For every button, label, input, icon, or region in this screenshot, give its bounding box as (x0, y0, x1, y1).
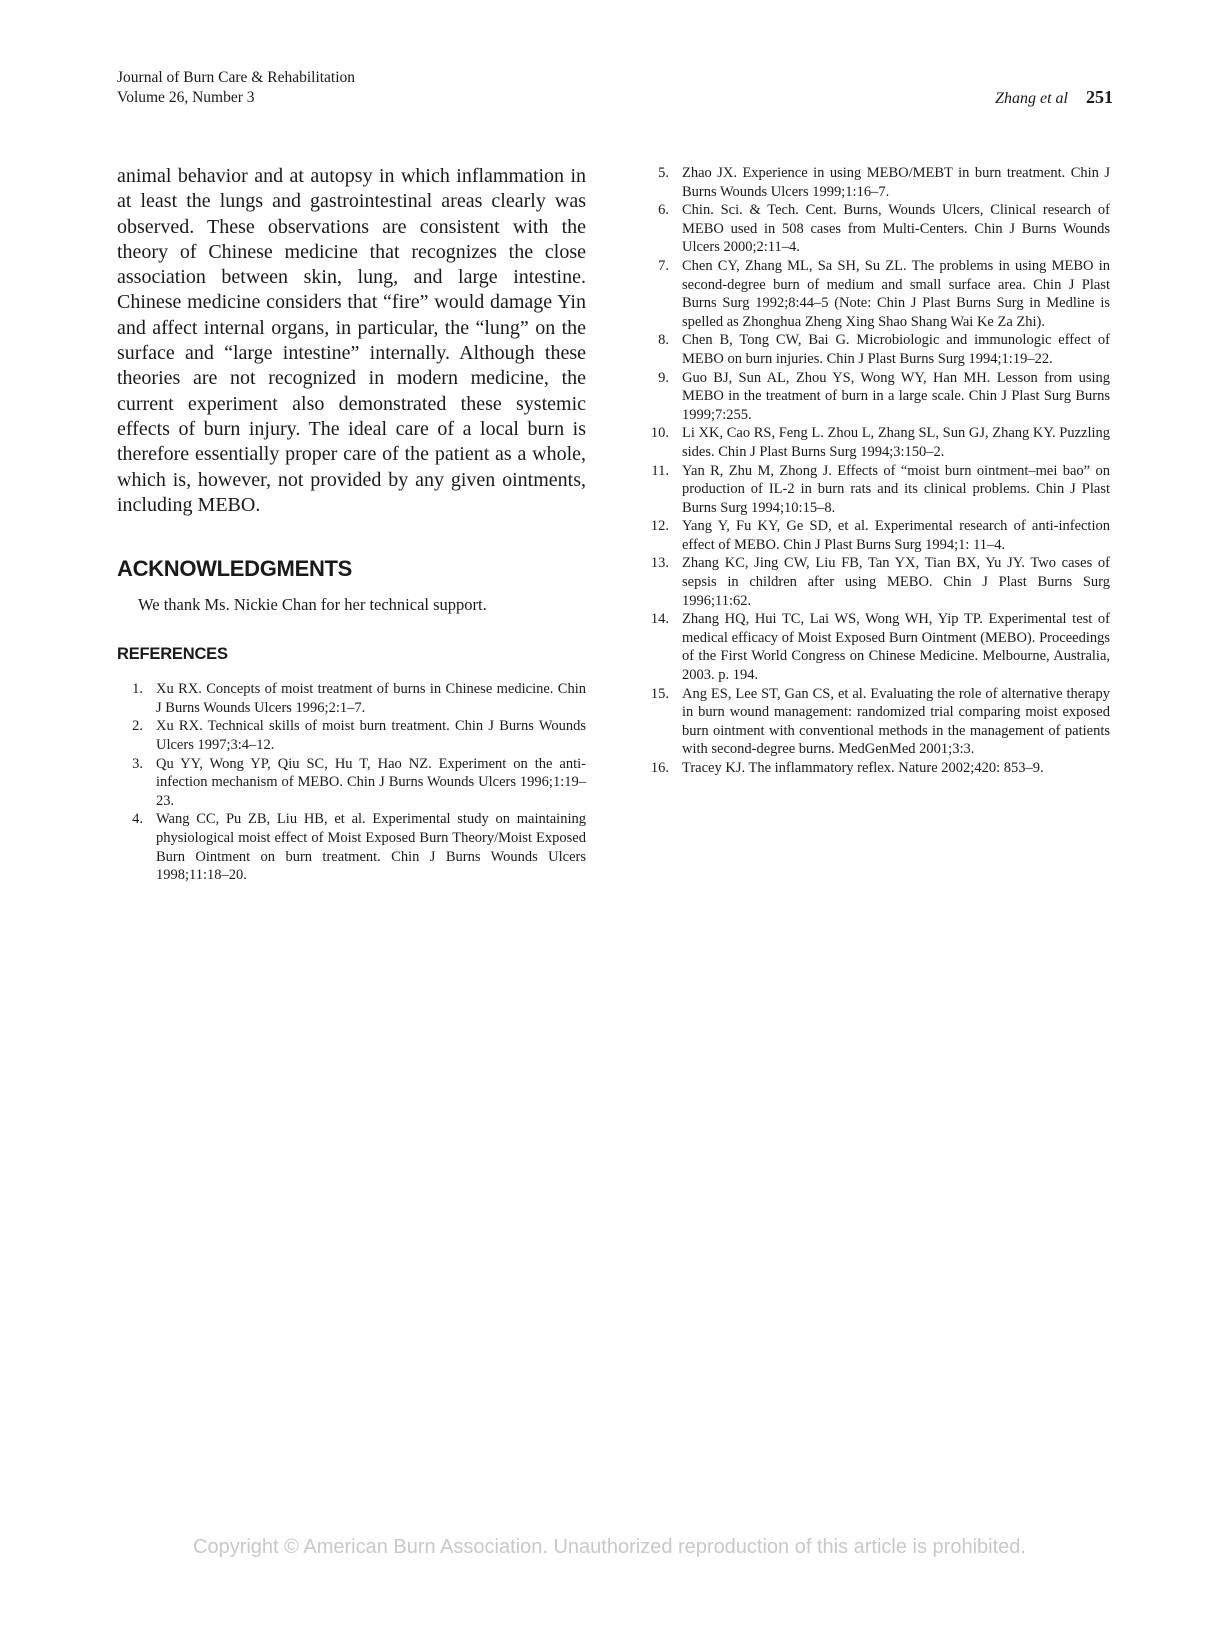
reference-item (643, 257, 1110, 331)
reference-item (117, 717, 586, 754)
journal-volume: Volume 26, Number 3 (117, 89, 255, 106)
reference-item (643, 201, 1110, 257)
reference-item (643, 462, 1110, 518)
running-head-right (995, 87, 1113, 109)
running-head-left (117, 68, 355, 108)
acknowledgments-heading: ACKNOWLEDGMENTS (117, 556, 353, 582)
reference-number: 7. (658, 257, 669, 274)
reference-number: 2. (132, 718, 143, 735)
left-column (117, 164, 586, 885)
reference-text: Li XK, Cao RS, Feng L. Zhou L, Zhang SL, Sun GJ, Zhang KY. Puzzling sides. Chin J Plast Burns Surg 1994;3:150–2. (682, 425, 1110, 460)
reference-text: Zhang HQ, Hui TC, Lai WS, Wong WH, Yip TP. Experimental test of medical efficacy of Moist Exposed Burn Ointment (MEBO). Proceedings of the First World Congress on Chinese Medicine. Melbourne, Australia, 2003. p. 194. (682, 611, 1110, 684)
reference-text: Ang ES, Lee ST, Gan CS, et al. Evaluating the role of alternative therapy in burn wound management: randomized trial comparing moist exposed burn ointment with conventional methods in the management of patients with second-degree burns. MedGenMed 2001;3:3. (682, 685, 1110, 758)
reference-text: Chin. Sci. & Tech. Cent. Burns, Wounds Ulcers, Clinical research of MEBO used in 508 cases from Multi-Centers. Chin J Burns Wounds Ulcers 2000;2:11–4. (682, 202, 1110, 256)
reference-text: Zhang KC, Jing CW, Liu FB, Tan YX, Tian BX, Yu JY. Two cases of sepsis in children after using MEBO. Chin J Plast Burns Surg 1996;11:62. (682, 555, 1110, 609)
reference-item (643, 369, 1110, 425)
reference-item (643, 517, 1110, 554)
copyright-watermark: Copyright © American Burn Association. Unauthorized reproduction of this article is prohibited. (193, 1536, 1026, 1558)
reference-number: 15. (650, 685, 669, 702)
reference-number: 9. (658, 369, 669, 386)
reference-item (643, 554, 1110, 610)
journal-title: Journal of Burn Care & Rehabilitation (117, 69, 356, 86)
reference-list-right (643, 164, 1110, 778)
reference-number: 6. (658, 202, 669, 219)
reference-text: Chen CY, Zhang ML, Sa SH, Su ZL. The problems in using MEBO in second-degree burn of medium and small surface area. Chin J Plast Burns Surg 1992;8:44–5 (Note: Chin J Plast Burns Surg in Medline is spelled as Zhonghua Zheng Xing Shao Shang Wai Ke Za Zhi). (682, 257, 1110, 330)
reference-item (643, 685, 1110, 759)
reference-text: Xu RX. Technical skills of moist burn treatment. Chin J Burns Wounds Ulcers 1997;3:4–12. (156, 718, 586, 753)
reference-text: Yan R, Zhu M, Zhong J. Effects of “moist burn ointment–mei bao” on production of IL-2 in burn rats and its clinical problems. Chin J Plast Burns Surg 1994;10:15–8. (682, 462, 1110, 516)
reference-item (117, 680, 586, 717)
reference-number: 5. (658, 165, 669, 181)
reference-number: 13. (650, 555, 669, 572)
reference-number: 16. (650, 760, 669, 776)
reference-number: 8. (658, 332, 669, 349)
reference-item (117, 810, 586, 884)
reference-text: Qu YY, Wong YP, Qiu SC, Hu T, Hao NZ. Experiment on the anti-infection mechanism of MEBO. Chin J Burns Wounds Ulcers 1996;1:19–23. (156, 755, 586, 809)
reference-list-left (117, 680, 586, 885)
reference-text: Tracey KJ. The inflammatory reflex. Nature 2002;420: 853–9. (682, 760, 1044, 776)
reference-number: 11. (651, 462, 669, 479)
acknowledgments-text: We thank Ms. Nickie Chan for her technical support. (138, 595, 487, 615)
reference-item (643, 331, 1110, 368)
reference-text: Xu RX. Concepts of moist treatment of burns in Chinese medicine. Chin J Burns Wounds Ulcers 1996;2:1–7. (156, 681, 586, 716)
reference-item (643, 424, 1110, 461)
reference-number: 14. (650, 611, 669, 628)
reference-number: 4. (132, 811, 143, 828)
reference-text: Wang CC, Pu ZB, Liu HB, et al. Experimental study on maintaining physiological moist effect of Moist Exposed Burn Theory/Moist Exposed Burn Ointment on burn treatment. Chin J Burns Wounds Ulcers 1998;11:18–20. (156, 811, 586, 884)
page-number: 251 (1086, 87, 1113, 107)
reference-number: 3. (132, 755, 143, 772)
reference-item (117, 755, 586, 811)
reference-number: 1. (132, 681, 143, 698)
body-paragraph: animal behavior and at autopsy in which inflammation in at least the lungs and gastrointestinal areas clearly was observed. These observations are consistent with the theory of Chinese medicine that recognizes the close association between skin, lung, and large intestine. Chinese medicine considers that “fire” would damage Yin and affect internal organs, in particular, the “lung” on the surface and “large intestine” internally. Although these theories are not recognized in modern medicine, the current experiment also demonstrated these systemic effects of burn injury. The ideal care of a local burn is therefore essentially proper care of the patient as a whole, which is, however, not provided by any given ointments, including MEBO. (117, 165, 586, 516)
reference-item (643, 164, 1110, 201)
reference-number: 12. (650, 518, 669, 535)
reference-text: Guo BJ, Sun AL, Zhou YS, Wong WY, Han MH. Lesson from using MEBO in the treatment of burn in a large scale. Chin J Plast Surg Burns 1999;7:255. (682, 369, 1110, 423)
reference-item (643, 610, 1110, 684)
running-authors: Zhang et al (995, 90, 1068, 107)
reference-number: 10. (650, 425, 669, 442)
reference-item (643, 759, 1110, 778)
right-column (643, 164, 1110, 778)
reference-text: Zhao JX. Experience in using MEBO/MEBT in burn treatment. Chin J Burns Wounds Ulcers 1999;1:16–7. (682, 165, 1110, 200)
reference-text: Chen B, Tong CW, Bai G. Microbiologic and immunologic effect of MEBO on burn injuries. Chin J Plast Burns Surg 1994;1:19–22. (682, 332, 1110, 367)
references-heading: REFERENCES (117, 645, 228, 664)
reference-text: Yang Y, Fu KY, Ge SD, et al. Experimental research of anti-infection effect of MEBO. Chin J Plast Burns Surg 1994;1: 11–4. (682, 518, 1110, 553)
